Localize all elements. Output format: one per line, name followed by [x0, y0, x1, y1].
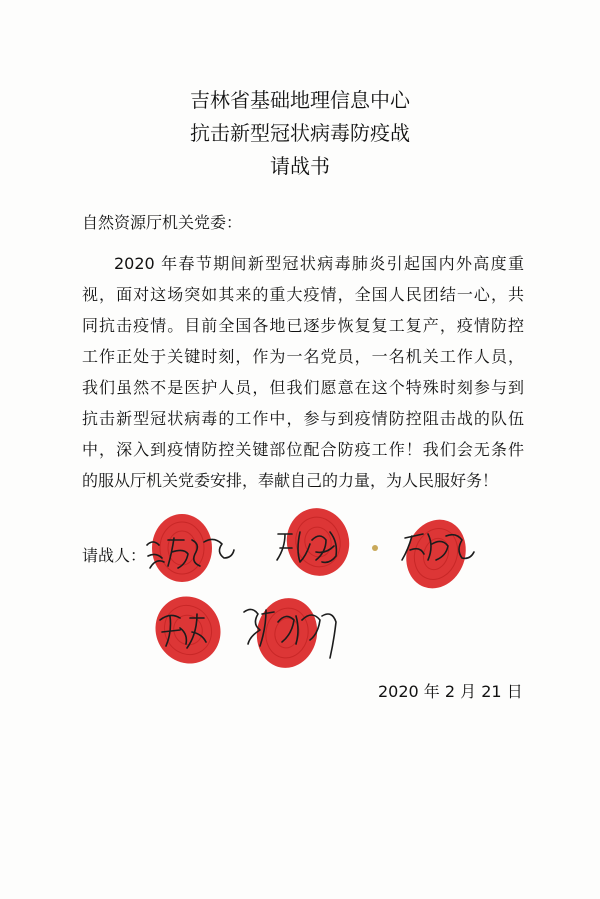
fingerprint-5: [251, 593, 322, 672]
letter-date: 2020 年 2 月 21 日: [378, 682, 523, 701]
document-subject: 抗击新型冠状病毒防疫战: [190, 121, 410, 145]
document-title: 请战书: [270, 154, 330, 178]
signature-5: [244, 609, 336, 658]
body-line: 同抗击疫情。目前全国各地已逐步恢复复工复产，疫情防控: [82, 316, 524, 335]
signature-3: [402, 534, 474, 560]
fingerprint-1: [152, 514, 212, 582]
fingerprint-2: [279, 501, 356, 583]
body-line: 2020 年春节期间新型冠状病毒肺炎引起国内外高度重: [114, 254, 524, 273]
ink-dot: [372, 545, 378, 551]
signature-2: [277, 532, 336, 562]
body-line: 我们虽然不是医护人员，但我们愿意在这个特殊时刻参与到: [82, 378, 524, 397]
body-line: 视，面对这场突如其来的重大疫情，全国人民团结一心，共: [82, 285, 524, 304]
document-header: [0, 84, 600, 183]
body-line: 抗击新型冠状病毒的工作中，参与到疫情防控阻击战的队伍: [82, 409, 524, 428]
signature-1: [147, 538, 234, 568]
signers-label: 请战人：: [82, 546, 147, 565]
org-name: 吉林省基础地理信息中心: [190, 88, 410, 112]
fingerprint-3: [397, 511, 475, 597]
signature-4: [160, 614, 206, 648]
body-line: 中，深入到疫情防控关键部位配合防疫工作！我们会无条件: [82, 440, 524, 459]
body-line: 的服从厅机关党委安排，奉献自己的力量，为人民服好务！: [82, 471, 499, 490]
body-line: 工作正处于关键时刻，作为一名党员，一名机关工作人员，: [82, 347, 524, 366]
fingerprint-4: [143, 585, 232, 676]
letter-body: [82, 248, 524, 496]
salutation: 自然资源厅机关党委：: [82, 213, 243, 232]
